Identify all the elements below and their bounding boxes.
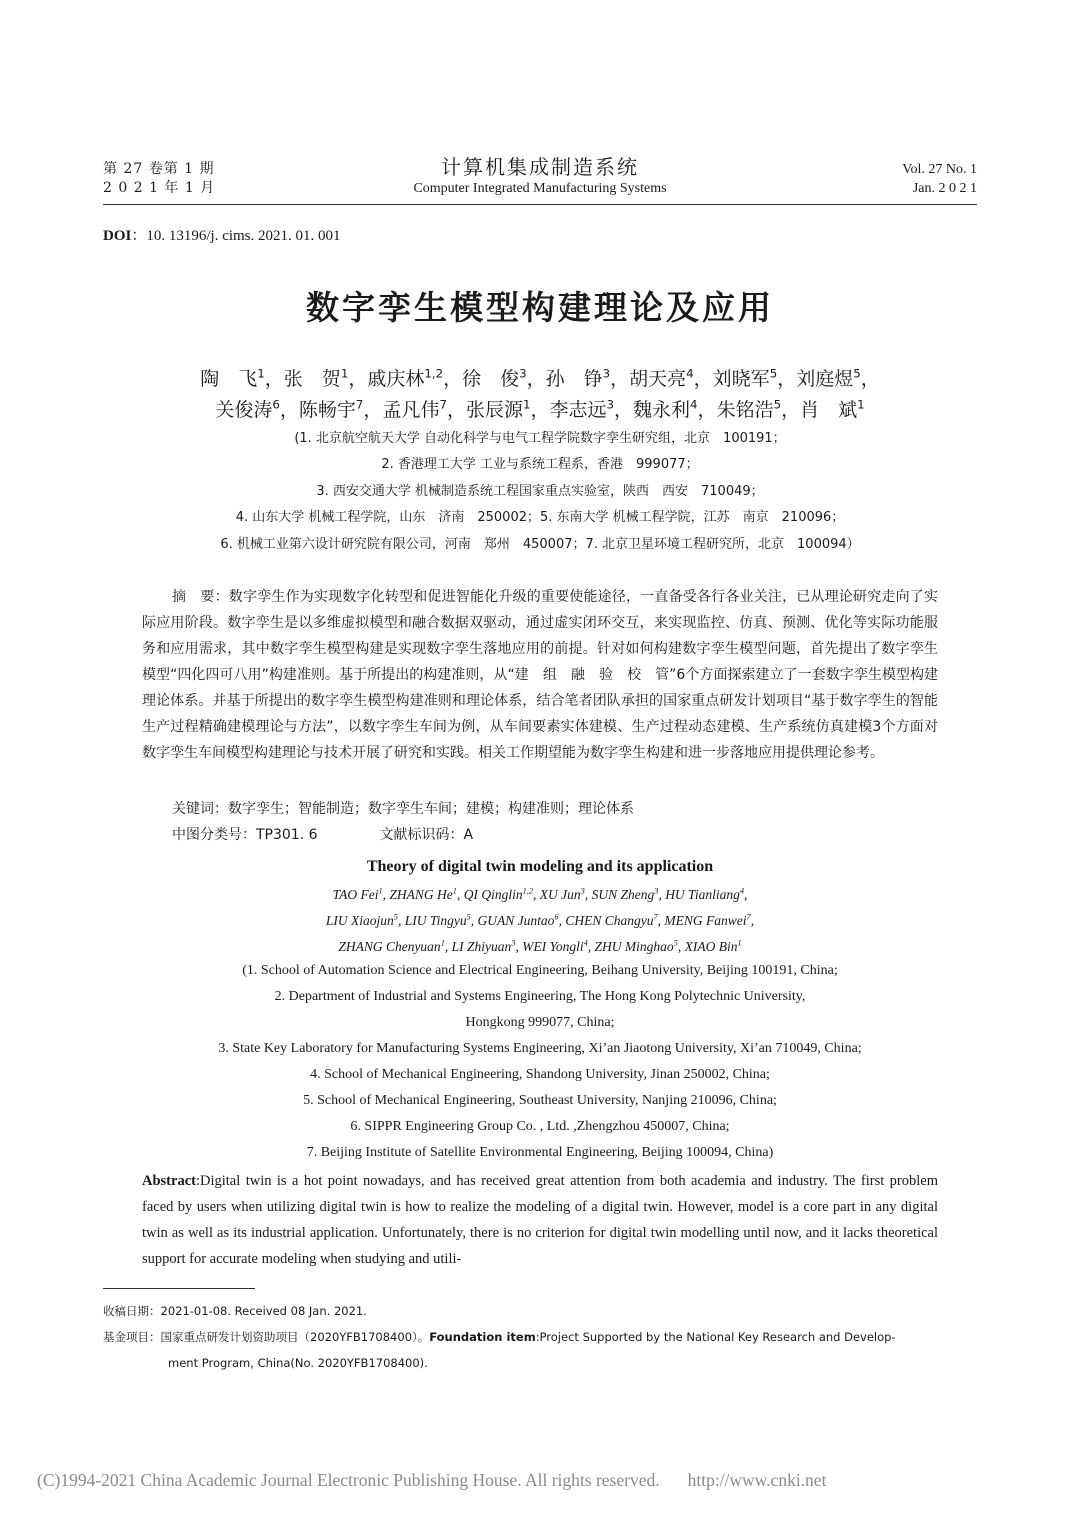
journal-name-cn: 计算机集成制造系统 <box>441 155 639 179</box>
author-affiliation-mark: 1,2 <box>424 366 444 381</box>
affiliation-line: 2. 香港理工大学 工业与系统工程系，香港 999077； <box>381 457 699 473</box>
affiliations-cn <box>100 426 980 558</box>
abstract-en-label: Abstract <box>142 1173 196 1189</box>
author-name: XIAO Bin$^1$ <box>684 938 742 954</box>
abstract-en-text: :Digital twin is a hot point nowadays, and has received great attention from both academia and industry. The first problem faced by users when utilizing digital twin is how to realize the modeling of a digital twin. However, model is a core part in any digital twin as well as its industrial application. Unfortunately, there is no criterion for digital twin modelling until now, and it lacks theoretical support for accurate modeling when studying and utili- <box>142 1173 938 1267</box>
issue-en: Vol. 27 No. 1 <box>902 162 977 177</box>
author-affiliation-mark: 7 <box>653 912 658 922</box>
copyright-url[interactable]: http://www.cnki.net <box>687 1470 827 1490</box>
author-name: 戚庆林$^{1,2}$ <box>367 366 444 390</box>
author-affiliation-mark: 3 <box>654 886 659 896</box>
author-name: ZHANG He$^1$ <box>389 886 457 902</box>
author-name: 孙 铮$^3$ <box>545 366 611 390</box>
author-affiliation-mark: 3 <box>580 886 585 896</box>
author-name: 刘晓军$^5$ <box>712 366 778 390</box>
doi-value: 10. 13196/j. cims. 2021. 01. 001 <box>146 228 341 244</box>
author-name: 胡天亮$^4$ <box>629 366 694 390</box>
header-issue-en <box>902 160 977 198</box>
classification-line <box>172 822 473 848</box>
author-name: LIU Tingyu$^5$ <box>404 912 471 928</box>
affiliation-line: (1. School of Automation Science and Electrical Engineering, Beihang University, Beijing 100191, China; <box>242 963 838 978</box>
funding-en: :Project Supported by the National Key Research and Develop- <box>535 1330 896 1344</box>
author-affiliation-mark: 1 <box>452 886 457 896</box>
copyright-text: (C)1994-2021 China Academic Journal Electronic Publishing House. All rights reserved. <box>37 1470 660 1490</box>
clc-number: 中图分类号：TP301. 6 <box>172 827 318 843</box>
author-name: 陶 飞$^1$ <box>200 366 265 390</box>
author-name: 魏永利$^4$ <box>633 397 698 421</box>
author-affiliation-mark: 1 <box>522 397 531 412</box>
header-journal <box>340 154 740 198</box>
author-name: 李志远$^3$ <box>549 397 615 421</box>
author-affiliation-mark: 5 <box>466 912 471 922</box>
doi-line: DOI：10. 13196/j. cims. 2021. 01. 001 <box>103 228 341 244</box>
author-name: ZHANG Chenyuan$^1$ <box>338 938 445 954</box>
author-affiliation-mark: 3 <box>606 397 615 412</box>
author-name: 关俊涛$^6$ <box>215 397 280 421</box>
affiliation-line: 4. School of Mechanical Engineering, Shandong University, Jinan 250002, China; <box>310 1067 770 1082</box>
affiliation-line: 2. Department of Industrial and Systems Engineering, The Hong Kong Polytechnic University, <box>274 989 806 1004</box>
author-affiliation-mark: 4 <box>686 366 694 381</box>
author-affiliation-mark: 7 <box>355 397 364 412</box>
author-affiliation-mark: 3 <box>602 366 611 381</box>
author-affiliation-mark: 5 <box>853 366 861 381</box>
author-affiliation-mark: 3 <box>511 938 516 948</box>
footnote-divider <box>103 1288 255 1289</box>
date-en: Jan. 2 0 2 1 <box>912 181 977 196</box>
date-cn: 2 0 2 1 年 1 月 <box>103 180 216 196</box>
abstract-cn-text: 摘 要：数字孪生作为实现数字化转型和促进智能化升级的重要使能途径，一直备受各行各业关注，已从理论研究走向了实际应用阶段。数字孪生是以多维虚拟模型和融合数据双驱动，通过虚实闭环交互，来实现监控、仿真、预测、优化等实际功能服务和应用需求，其中数字孪生模型构建是实现数字孪生落地应用的前提。针对如何构建数字孪生模型问题，首先提出了数字孪生模型“四化四可八用”构建准则。基于所提出的构建准则，从“建 组 融 验 校 管”6个方面探索建立了一套数字孪生模型构建理论体系。并基于所提出的数字孪生模型构建准则和理论体系，结合笔者团队承担的国家重点研发计划项目“基于数字孪生的智能生产过程精确建模理论与方法”，以数字孪生车间为例，从车间要素实体建模、生产过程动态建模、生产系统仿真建模3个方面对数字孪生车间模型构建理论与技术开展了研究和实践。相关工作期望能为数字孪生构建和进一步落地应用提供理论参考。 <box>142 589 938 761</box>
author-affiliation-mark: 4 <box>690 397 698 412</box>
author-affiliation-mark: 1 <box>257 366 265 381</box>
author-name: 陈畅宇$^7$ <box>298 397 364 421</box>
affiliations-en <box>100 958 980 1166</box>
issue-cn: 第 27 卷第 1 期 <box>103 161 215 177</box>
author-name: SUN Zheng$^3$ <box>591 886 659 902</box>
author-name: 朱铭浩$^5$ <box>716 397 782 421</box>
author-affiliation-mark: 4 <box>739 886 745 896</box>
copyright-watermark <box>37 1470 826 1491</box>
author-name: 肖 斌$^1$ <box>800 397 865 421</box>
author-affiliation-mark: 3 <box>519 366 527 381</box>
author-name: LI Zhiyuan$^3$ <box>451 938 516 954</box>
author-name: XU Jun$^3$ <box>539 886 585 902</box>
affiliation-line: 5. School of Mechanical Engineering, Southeast University, Nanjing 210096, China; <box>303 1093 777 1108</box>
keywords-cn: 关键词：数字孪生；智能制造；数字孪生车间；建模；构建准则；理论体系 <box>172 801 634 817</box>
author-affiliation-mark: 5 <box>773 397 782 412</box>
journal-name-en: Computer Integrated Manufacturing Systems <box>413 181 667 196</box>
author-affiliation-mark: 1 <box>857 397 865 412</box>
header-issue-cn <box>103 160 215 198</box>
author-name: 孟凡伟$^7$ <box>382 397 447 421</box>
author-name: GUAN Juntao$^6$ <box>477 912 559 928</box>
affiliation-line: 3. 西安交通大学 机械制造系统工程国家重点实验室，陕西 西安 710049； <box>316 483 764 499</box>
author-list-en: TAO Fei$^1$, ZHANG He$^1$, QI Qinglin$^{1,2}$, XU Jun$^3$, SUN Zheng$^3$, HU Tianliang$^4$, LIU Xiaojun$^5$, LIU Tingyu$^5$, GUAN Juntao$^6$, CHEN Changyu$^7$, MENG Fanwei$^7$, ZHANG Chenyuan$^1$, LI Zhiyuan$^3$, WEI Yongli$^4$, ZHU Minghao$^5$, XIAO Bin$^1$ <box>325 886 755 954</box>
author-name: TAO Fei$^1$ <box>332 886 383 902</box>
author-name: MENG Fanwei$^7$ <box>664 912 751 928</box>
document-code: 文献标识码：A <box>379 827 474 843</box>
author-name: 徐 俊$^3$ <box>462 366 527 390</box>
author-name: ZHU Minghao$^5$ <box>594 938 678 954</box>
funding-en-continued: ment Program, China(No. 2020YFB1708400). <box>168 1356 428 1370</box>
affiliation-line: 7. Beijing Institute of Satellite Environmental Engineering, Beijing 100094, China) <box>306 1145 774 1160</box>
funding-en-label: Foundation item <box>429 1330 536 1344</box>
paper-title-en: Theory of digital twin modeling and its application <box>366 858 714 875</box>
author-affiliation-mark: 6 <box>554 912 559 922</box>
affiliation-line: 4. 山东大学 机械工程学院，山东 济南 250002；5. 东南大学 机械工程学院，江苏 南京 210096； <box>235 510 845 526</box>
author-name: CHEN Changyu$^7$ <box>565 912 658 928</box>
author-affiliation-mark: 7 <box>746 912 751 922</box>
affiliation-line: (1. 北京航空航天大学 自动化科学与电气工程学院数字孪生研究组，北京 100191； <box>294 431 786 446</box>
author-name: 张辰源$^1$ <box>465 397 531 421</box>
author-name: LIU Xiaojun$^5$ <box>325 912 398 928</box>
author-affiliation-mark: 7 <box>439 397 447 412</box>
affiliation-line: Hongkong 999077, China; <box>465 1015 615 1030</box>
author-name: HU Tianliang$^4$ <box>665 886 745 902</box>
funding-cn: 基金项目：国家重点研发计划资助项目（2020YFB1708400）。 <box>103 1330 430 1344</box>
author-affiliation-mark: 1 <box>440 938 445 948</box>
affiliation-line: 3. State Key Laboratory for Manufacturing Systems Engineering, Xi’an Jiaotong University, Xi’an 710049, China; <box>218 1041 862 1056</box>
author-affiliation-mark: 5 <box>673 938 678 948</box>
footnote-received: 收稿日期：2021-01-08. Received 08 Jan. 2021. <box>103 1304 367 1318</box>
author-affiliation-mark: 1,2 <box>522 886 534 896</box>
author-name: QI Qinglin$^{1,2}$ <box>463 886 534 902</box>
author-name: 张 贺$^1$ <box>283 366 349 390</box>
doi-label: DOI <box>103 228 132 244</box>
header-divider <box>103 204 977 205</box>
affiliation-line: 6. SIPPR Engineering Group Co. , Ltd. ,Zhengzhou 450007, China; <box>350 1119 730 1134</box>
author-affiliation-mark: 1 <box>340 366 349 381</box>
author-affiliation-mark: 1 <box>378 886 383 896</box>
affiliation-line: 6. 机械工业第六设计研究院有限公司，河南 郑州 450007；7. 北京卫星环境工程研究所，北京 100094） <box>220 536 860 552</box>
author-affiliation-mark: 6 <box>272 397 280 412</box>
author-name: WEI Yongli$^4$ <box>522 938 588 954</box>
paper-title-cn: 数字孪生模型构建理论及应用 <box>306 288 774 327</box>
abstract-cn <box>142 584 938 766</box>
author-list-cn: 陶 飞$^1$，张 贺$^1$，戚庆林$^{1,2}$，徐 俊$^3$，孙 铮$^3$，胡天亮$^4$，刘晓军$^5$，刘庭煜$^5$， 关俊涛$^6$，陈畅宇$^7$，孟凡伟$^7$，张辰源$^1$，李志远$^3$，魏永利$^4$，朱铭浩$^5$，肖 斌$^1$ <box>200 366 880 421</box>
author-affiliation-mark: 5 <box>769 366 778 381</box>
author-affiliation-mark: 1 <box>737 938 742 948</box>
author-affiliation-mark: 5 <box>393 912 398 922</box>
abstract-en <box>142 1168 938 1272</box>
author-name: 刘庭煜$^5$ <box>796 366 861 390</box>
author-affiliation-mark: 4 <box>583 938 588 948</box>
footnote-funding <box>103 1324 977 1376</box>
